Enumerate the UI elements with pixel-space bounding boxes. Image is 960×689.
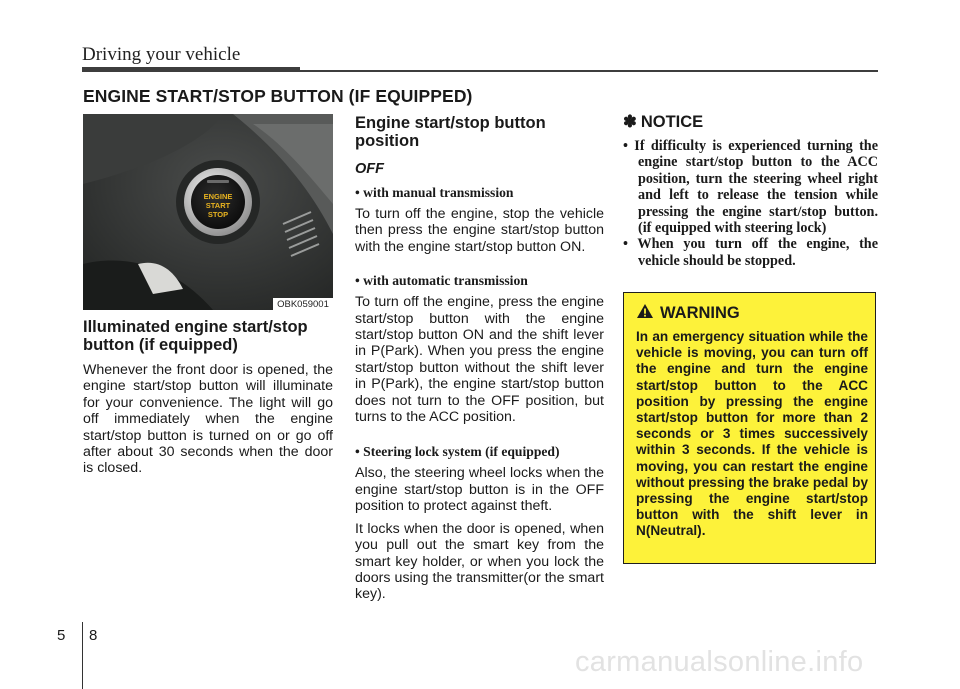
section-title: ENGINE START/STOP BUTTON (IF EQUIPPED): [83, 86, 473, 106]
position-heading: Engine start/stop button position: [355, 114, 546, 150]
warning-title: WARNING: [660, 304, 740, 322]
notice-title: NOTICE: [640, 112, 704, 131]
illuminated-heading: Illuminated engine start/stop button (if equipped): [83, 318, 308, 354]
steering-lock-body-1: Also, the steering wheel locks when the engine start/stop button is in the OFF position to protect against theft.: [355, 465, 604, 515]
warning-box: [623, 292, 876, 564]
manual-transmission-body: To turn off the engine, stop the vehicle then press the engine start/stop button with the engine start/stop button ON.: [355, 206, 604, 255]
watermark[interactable]: carmanualsonline.info: [575, 646, 864, 678]
page-number: 8: [89, 627, 98, 644]
warning-text: In an emergency situation while the vehicle is moving, you can turn off the engine and turn the engine start/stop button to the ACC position by pressing the engine start/stop button for more than 2 seconds or 3 times successively within 3 seconds. If the vehicle is moving, you can restart the engine without pressing the brake pedal by pressing the engine start/stop button with the shift lever in N(Neutral).: [636, 329, 868, 539]
warning-triangle-icon: [636, 303, 654, 324]
button-text-line-2: START: [205, 201, 231, 210]
position-section: [355, 114, 604, 603]
off-label: OFF: [355, 161, 384, 177]
chapter-header-title: Driving your vehicle: [82, 44, 241, 65]
steering-lock-label: • Steering lock system (if equipped): [355, 444, 560, 460]
header-rule-thick: [82, 67, 300, 72]
button-text-line-3: STOP: [207, 210, 229, 219]
illuminated-section: [83, 318, 333, 477]
illuminated-body: Whenever the front door is opened, the engine start/stop button will illuminate for your convenience. The light will go off immediately when the engine start/stop button is turned on or go off after about 30 seconds when the door is closed.: [83, 362, 333, 477]
steering-lock-body-2: It locks when the door is opened, when you pull out the smart key from the smart key holder, or when you lock the doors using the transmitter(or the smart key).: [355, 520, 604, 603]
automatic-transmission-label: • with automatic transmission: [355, 273, 528, 289]
button-text-line-1: ENGINE: [203, 192, 233, 201]
manual-transmission-label: • with manual transmission: [355, 185, 514, 200]
notice-star-icon: ✽: [623, 113, 637, 131]
page-divider: [82, 622, 83, 689]
header-rule-thin: [300, 70, 878, 72]
notice-item: • If difficulty is experienced turning the engine start/stop button to the ACC position, turn the steering wheel right and left to release the tension while pressing the engine start/stop button. (if equipped with steering lock): [623, 138, 878, 237]
automatic-transmission-body: To turn off the engine, press the engine start/stop button with the engine start/stop button ON and the shift lever in P(Park). When you press the engine start/stop button without the shift lever in P(Park), the engine start/stop button does not turn to the OFF position, but turns to the ACC position.: [355, 294, 604, 426]
notice-item: • When you turn off the engine, the vehicle should be stopped.: [623, 236, 878, 269]
notice-section: [623, 112, 878, 269]
chapter-number: 5: [57, 627, 66, 644]
notice-list: [623, 138, 878, 269]
engine-button-photo: [83, 114, 333, 310]
photo-code: OBK059001: [273, 298, 333, 312]
